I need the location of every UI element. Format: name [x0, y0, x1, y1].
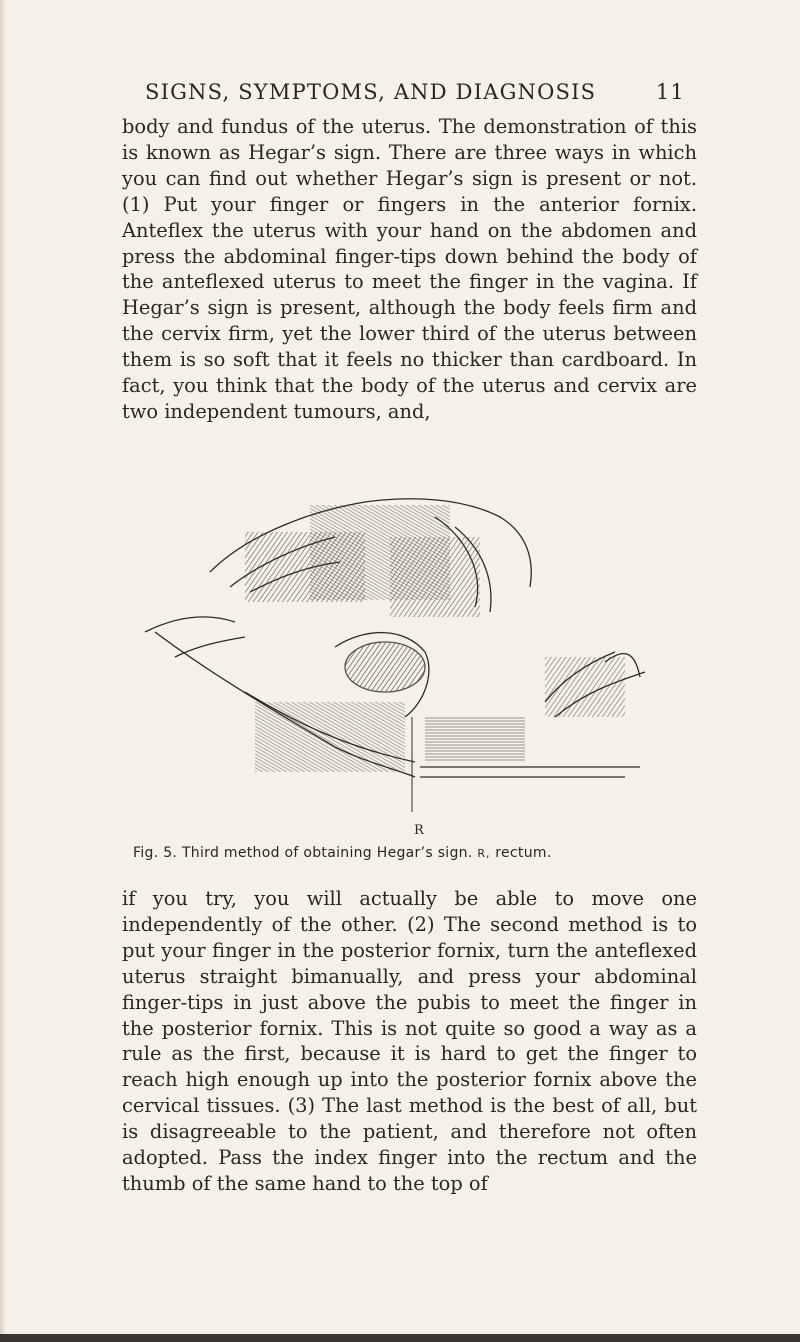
page-edge: [0, 0, 6, 1342]
anatomical-illustration: [135, 477, 760, 842]
illustration-drawing: [135, 477, 760, 842]
caption-text: Third method of obtaining Hegar’s sign.: [181, 845, 473, 861]
caption-key-text: rectum.: [495, 845, 552, 861]
figure-label-r: R: [414, 823, 424, 838]
paragraph-bottom: if you try, you will actually be able to move one independently of the other. (2) The second method is to put your finger in the posterior fornix, turn the anteflexed uterus straight bimanually, and press your abdominal finger-tips in just above the pubis to meet the finger in the posterior fornix. This is not quite so good a way as a rule as the first, because it is hard to get the finger to reach high enough up into the posterior fornix above the cervical tissues. (3) The last method is the best of all, but is disagreeable to the patient, and therefore not often adopted. Pass the index finger into the rectum and the thumb of the same hand to the top of: [122, 887, 697, 1195]
page-number: 11: [655, 80, 685, 104]
paragraph-top: body and fundus of the uterus. The demonstration of this is known as Hegar’s sign. There are three ways in which you can find out whether Hegar’s sign is present or not. (1) Put your finger or fingers in the anterior fornix. Anteflex the uterus with your hand on the abdomen and press the abdominal finger-tips down behind the body of the anteflexed uterus to meet the finger in the vagina. If Hegar’s sign is present, although the body feels firm and the cervix firm, yet the lower third of the uterus between them is so soft that it feels no thicker than cardboard. In fact, you think that the body of the uterus and cervix are two independent tumours, and,: [122, 115, 697, 423]
figure-caption: [133, 845, 693, 861]
running-title: SIGNS, SYMPTOMS, AND DIAGNOSIS: [145, 80, 597, 104]
bottom-edge: [0, 1334, 800, 1342]
caption-figure-number: Fig. 5.: [133, 845, 178, 861]
caption-key-letter: R,: [477, 847, 491, 860]
running-head: [145, 80, 685, 104]
